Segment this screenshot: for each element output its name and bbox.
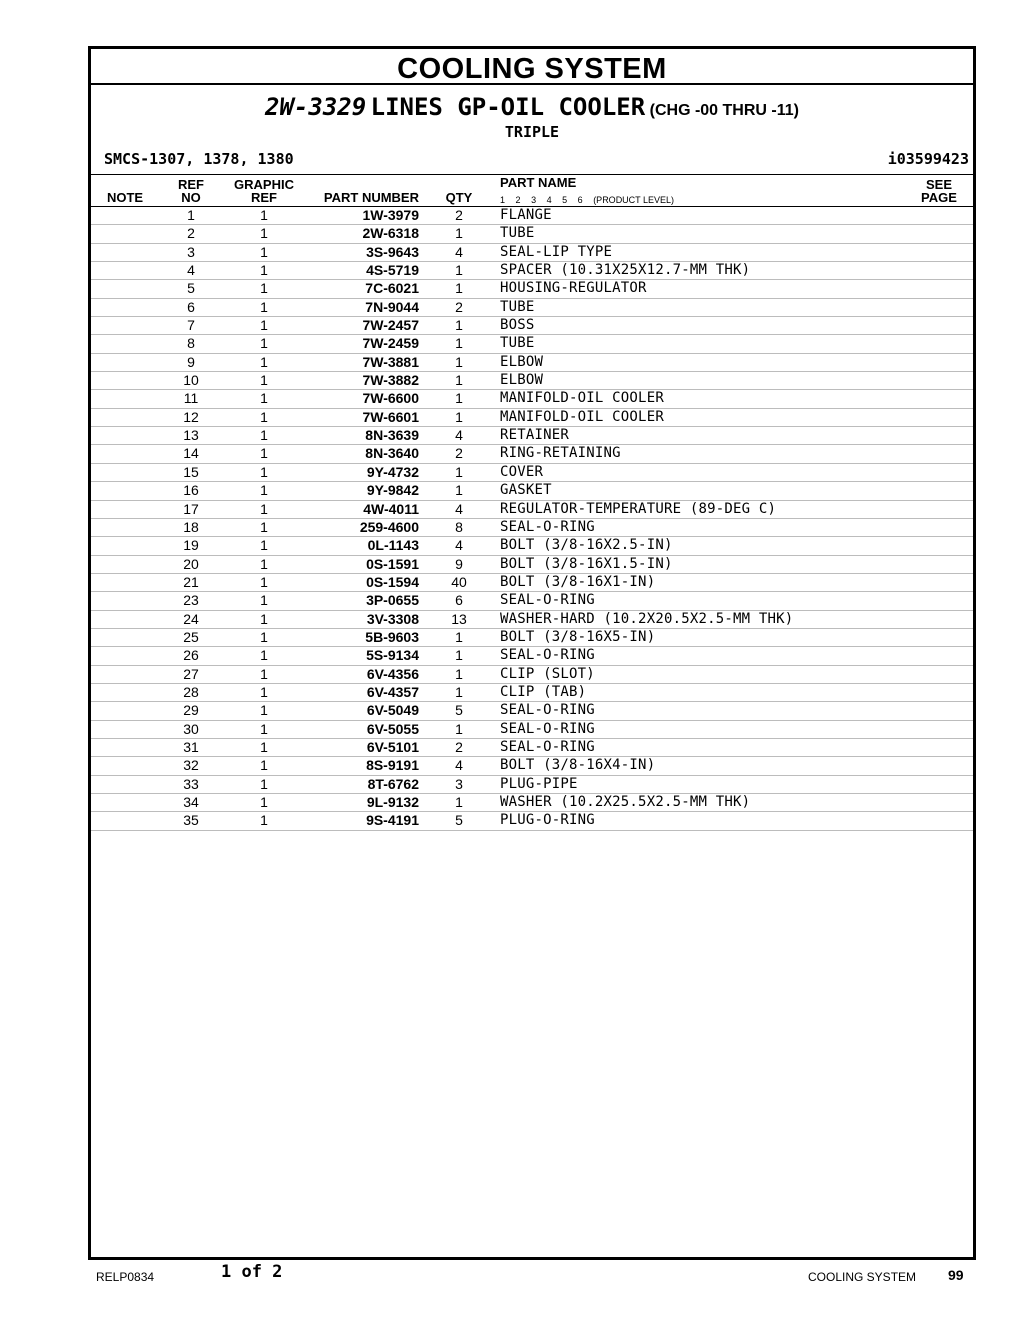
level-2: 2: [515, 195, 521, 205]
cell-qty: 1: [455, 225, 463, 242]
cell-part-number: 259-4600: [359, 518, 419, 535]
header-part-name: PART NAME: [500, 175, 577, 190]
cell-ref-no: 1: [187, 207, 195, 223]
cell-qty: 4: [455, 427, 463, 444]
cell-graphic-ref: 1: [260, 500, 268, 517]
cell-part-name: MANIFOLD-OIL COOLER: [500, 408, 664, 425]
cell-graphic-ref: 1: [260, 610, 268, 627]
header-product-levels: [500, 195, 682, 205]
cell-qty: 1: [455, 647, 463, 664]
cell-part-number: 7N-9044: [365, 298, 419, 315]
table-row: [91, 299, 973, 317]
cell-graphic-ref: 1: [260, 628, 268, 645]
cell-part-number: 5S-9134: [366, 647, 419, 664]
header-graphic-ref-line2: REF: [251, 190, 277, 205]
cell-qty: 3: [455, 775, 463, 792]
cell-part-number: 3S-9643: [366, 243, 419, 260]
cell-part-name: SEAL-O-RING: [500, 738, 595, 755]
product-level-label: (PRODUCT LEVEL): [593, 195, 675, 205]
cell-part-number: 0S-1594: [366, 573, 419, 590]
cell-ref-no: 34: [183, 794, 199, 810]
cell-ref-no: 12: [183, 408, 199, 425]
table-row: [91, 409, 973, 427]
table-row: [91, 372, 973, 390]
cell-ref-no: 2: [187, 225, 195, 242]
cell-part-number: 7C-6021: [365, 280, 419, 297]
cell-part-name: RETAINER: [500, 427, 570, 444]
cell-part-name: CLIP (SLOT): [500, 665, 595, 682]
table-row: [91, 684, 973, 702]
header-see-page-line2: PAGE: [921, 190, 957, 205]
cell-qty: 1: [455, 683, 463, 700]
cell-part-number: 6V-5049: [366, 702, 419, 719]
cell-graphic-ref: 1: [260, 665, 268, 682]
cell-qty: 13: [451, 610, 467, 627]
table-row: [91, 812, 973, 830]
cell-ref-no: 28: [183, 683, 199, 700]
cell-ref-no: 9: [187, 353, 195, 370]
cell-ref-no: 7: [187, 317, 195, 334]
cell-graphic-ref: 1: [260, 592, 268, 609]
table-row: [91, 317, 973, 335]
cell-qty: 1: [455, 408, 463, 425]
table-row: [91, 225, 973, 243]
cell-qty: 4: [455, 537, 463, 554]
cell-part-number: 8N-3639: [365, 427, 419, 444]
level-6: 6: [577, 195, 583, 205]
level-5: 5: [562, 195, 568, 205]
cell-graphic-ref: 1: [260, 702, 268, 719]
cell-ref-no: 14: [183, 445, 199, 462]
table-row: [91, 244, 973, 262]
cell-graphic-ref: 1: [260, 757, 268, 774]
cell-qty: 5: [455, 702, 463, 719]
cell-qty: 1: [455, 482, 463, 499]
group-title: [91, 93, 973, 121]
cell-part-number: 7W-2457: [362, 317, 419, 334]
cell-qty: 5: [455, 812, 463, 829]
cell-ref-no: 31: [183, 738, 199, 755]
cell-part-name: TUBE: [500, 225, 535, 242]
header-graphic-ref: [227, 178, 301, 204]
cell-part-number: 1W-3979: [362, 207, 419, 223]
table-row: [91, 427, 973, 445]
cell-graphic-ref: 1: [260, 280, 268, 297]
cell-graphic-ref: 1: [260, 720, 268, 737]
group-name: LINES GP-OIL COOLER: [370, 93, 646, 121]
table-row: [91, 501, 973, 519]
table-row: [91, 207, 973, 225]
cell-part-number: 0S-1591: [366, 555, 419, 572]
cell-part-name: ELBOW: [500, 353, 544, 370]
table-row: [91, 647, 973, 665]
cell-qty: 8: [455, 518, 463, 535]
parts-page-frame: [88, 46, 976, 1260]
cell-part-number: 7W-6600: [362, 390, 419, 407]
parts-table: [91, 207, 973, 831]
cell-part-number: 7W-6601: [362, 408, 419, 425]
cell-part-number: 6V-4356: [366, 665, 419, 682]
cell-part-number: 9Y-9842: [366, 482, 419, 499]
cell-graphic-ref: 1: [260, 683, 268, 700]
cell-qty: 4: [455, 757, 463, 774]
table-row: [91, 574, 973, 592]
header-see-page-line1: SEE: [925, 177, 952, 192]
cell-part-name: REGULATOR-TEMPERATURE (89-DEG C): [500, 500, 777, 517]
cell-qty: 4: [455, 243, 463, 260]
cell-part-name: BOLT (3/8-16X1-IN): [500, 573, 656, 590]
cell-ref-no: 11: [183, 390, 199, 407]
header-see-page: [913, 178, 965, 204]
cell-graphic-ref: 1: [260, 225, 268, 242]
cell-qty: 40: [451, 573, 467, 590]
group-sub-name: TRIPLE: [504, 123, 560, 141]
cell-part-name: GASKET: [500, 482, 552, 499]
cell-ref-no: 15: [183, 463, 199, 480]
table-row: [91, 592, 973, 610]
cell-qty: 2: [455, 738, 463, 755]
cell-graphic-ref: 1: [260, 372, 268, 389]
footer-page-of: 1 of 2: [221, 1262, 283, 1282]
cell-graphic-ref: 1: [260, 408, 268, 425]
cell-graphic-ref: 1: [260, 482, 268, 499]
cell-graphic-ref: 1: [260, 262, 268, 279]
cell-ref-no: 18: [183, 518, 199, 535]
table-row: [91, 721, 973, 739]
cell-part-number: 2W-6318: [362, 225, 419, 242]
cell-ref-no: 33: [183, 775, 199, 792]
cell-ref-no: 3: [187, 243, 195, 260]
cell-part-name: WASHER-HARD (10.2X20.5X2.5-MM THK): [500, 610, 794, 627]
cell-qty: 1: [455, 390, 463, 407]
cell-qty: 1: [455, 665, 463, 682]
cell-qty: 1: [455, 372, 463, 389]
cell-ref-no: 32: [183, 757, 199, 774]
cell-graphic-ref: 1: [260, 353, 268, 370]
table-row: [91, 666, 973, 684]
cell-part-number: 3P-0655: [366, 592, 419, 609]
cell-qty: 1: [455, 317, 463, 334]
cell-qty: 9: [455, 555, 463, 572]
cell-graphic-ref: 1: [260, 243, 268, 260]
cell-part-name: SEAL-O-RING: [500, 720, 595, 737]
cell-part-name: BOLT (3/8-16X4-IN): [500, 757, 656, 774]
cell-ref-no: 20: [183, 555, 199, 572]
cell-part-number: 6V-4357: [366, 683, 419, 700]
cell-qty: 2: [455, 298, 463, 315]
cell-part-name: WASHER (10.2X25.5X2.5-MM THK): [500, 794, 751, 810]
cell-part-number: 0L-1143: [367, 537, 419, 554]
level-1: 1: [500, 195, 506, 205]
table-row: [91, 354, 973, 372]
cell-part-name: BOLT (3/8-16X1.5-IN): [500, 555, 673, 572]
cell-ref-no: 30: [183, 720, 199, 737]
section-title: COOLING SYSTEM: [91, 49, 973, 85]
level-4: 4: [546, 195, 552, 205]
cell-ref-no: 24: [183, 610, 199, 627]
cell-part-number: 9S-4191: [366, 812, 419, 829]
table-row: [91, 280, 973, 298]
cell-part-name: SEAL-O-RING: [500, 647, 595, 664]
cell-part-name: RING-RETAINING: [500, 445, 621, 462]
table-row: [91, 629, 973, 647]
cell-part-number: 4W-4011: [363, 500, 419, 517]
cell-ref-no: 10: [183, 372, 199, 389]
cell-ref-no: 23: [183, 592, 199, 609]
table-row: [91, 482, 973, 500]
cell-part-number: 8T-6762: [367, 775, 419, 792]
cell-qty: 6: [455, 592, 463, 609]
cell-part-name: SEAL-O-RING: [500, 702, 595, 719]
cell-ref-no: 29: [183, 702, 199, 719]
table-row: [91, 519, 973, 537]
cell-part-number: 8S-9191: [366, 757, 419, 774]
cell-ref-no: 26: [183, 647, 199, 664]
cell-part-name: PLUG-O-RING: [500, 812, 595, 829]
header-qty: QTY: [445, 190, 473, 205]
table-row: [91, 739, 973, 757]
header-note: NOTE: [106, 190, 144, 205]
cell-ref-no: 21: [183, 573, 199, 590]
cell-part-name: SEAL-O-RING: [500, 592, 595, 609]
cell-graphic-ref: 1: [260, 738, 268, 755]
header-ref-no-line2: NO: [181, 190, 201, 205]
cell-part-number: 4S-5719: [366, 262, 419, 279]
cell-graphic-ref: 1: [260, 317, 268, 334]
header-part-number: PART NUMBER: [323, 190, 419, 205]
table-row: [91, 464, 973, 482]
cell-ref-no: 27: [183, 665, 199, 682]
cell-graphic-ref: 1: [260, 775, 268, 792]
cell-graphic-ref: 1: [260, 555, 268, 572]
cell-qty: 1: [455, 463, 463, 480]
cell-graphic-ref: 1: [260, 427, 268, 444]
cell-ref-no: 35: [183, 812, 199, 829]
table-row: [91, 262, 973, 280]
cell-part-number: 7W-3881: [362, 353, 419, 370]
footer-page-number: 99: [948, 1267, 964, 1283]
cell-part-number: 5B-9603: [365, 628, 419, 645]
table-row: [91, 556, 973, 574]
cell-ref-no: 6: [187, 298, 195, 315]
cell-part-number: 8N-3640: [365, 445, 419, 462]
header-ref-no: [171, 178, 211, 204]
cell-qty: 1: [455, 720, 463, 737]
cell-graphic-ref: 1: [260, 518, 268, 535]
cell-part-name: BOLT (3/8-16X2.5-IN): [500, 537, 673, 554]
cell-part-name: COVER: [500, 463, 544, 480]
cell-qty: 1: [455, 335, 463, 352]
cell-part-number: 7W-2459: [362, 335, 419, 352]
cell-graphic-ref: 1: [260, 537, 268, 554]
cell-part-name: CLIP (TAB): [500, 683, 587, 700]
cell-part-name: SPACER (10.31X25X12.7-MM THK): [500, 262, 751, 279]
cell-part-number: 6V-5055: [366, 720, 419, 737]
table-row: [91, 390, 973, 408]
cell-qty: 1: [455, 353, 463, 370]
cell-ref-no: 19: [183, 537, 199, 554]
cell-part-number: 7W-3882: [362, 372, 419, 389]
cell-part-number: 9L-9132: [366, 794, 419, 810]
cell-ref-no: 4: [187, 262, 195, 279]
cell-graphic-ref: 1: [260, 298, 268, 315]
footer-doc-id: RELP0834: [96, 1270, 155, 1284]
cell-ref-no: 5: [187, 280, 195, 297]
cell-ref-no: 25: [183, 628, 199, 645]
cell-part-name: TUBE: [500, 335, 535, 352]
cell-graphic-ref: 1: [260, 794, 268, 810]
group-number: 2W-3329: [265, 93, 367, 121]
cell-part-name: BOSS: [500, 317, 535, 334]
smcs-codes: SMCS-1307, 1378, 1380: [104, 150, 294, 168]
cell-qty: 1: [455, 280, 463, 297]
illustration-id: i03599423: [887, 150, 969, 168]
cell-graphic-ref: 1: [260, 445, 268, 462]
table-row: [91, 702, 973, 720]
cell-part-name: TUBE: [500, 298, 535, 315]
cell-graphic-ref: 1: [260, 207, 268, 223]
cell-part-name: ELBOW: [500, 372, 544, 389]
table-row: [91, 776, 973, 794]
cell-part-name: HOUSING-REGULATOR: [500, 280, 647, 297]
cell-part-name: MANIFOLD-OIL COOLER: [500, 390, 664, 407]
cell-part-name: PLUG-PIPE: [500, 775, 578, 792]
header-graphic-ref-line1: GRAPHIC: [234, 177, 294, 192]
cell-graphic-ref: 1: [260, 463, 268, 480]
table-row: [91, 537, 973, 555]
cell-part-name: BOLT (3/8-16X5-IN): [500, 628, 656, 645]
table-row: [91, 794, 973, 812]
group-change-range: (CHG -00 THRU -11): [649, 102, 799, 119]
cell-graphic-ref: 1: [260, 573, 268, 590]
cell-qty: 1: [455, 628, 463, 645]
level-3: 3: [531, 195, 537, 205]
cell-qty: 2: [455, 207, 463, 223]
table-row: [91, 445, 973, 463]
table-row: [91, 335, 973, 353]
cell-graphic-ref: 1: [260, 647, 268, 664]
cell-qty: 2: [455, 445, 463, 462]
cell-part-name: FLANGE: [500, 207, 552, 223]
table-row: [91, 757, 973, 775]
footer-section: COOLING SYSTEM: [808, 1270, 917, 1284]
cell-ref-no: 17: [183, 500, 199, 517]
cell-qty: 4: [455, 500, 463, 517]
cell-ref-no: 8: [187, 335, 195, 352]
cell-graphic-ref: 1: [260, 390, 268, 407]
cell-ref-no: 13: [183, 427, 199, 444]
table-row: [91, 611, 973, 629]
cell-qty: 1: [455, 262, 463, 279]
cell-part-number: 6V-5101: [366, 738, 419, 755]
header-ref-no-line1: REF: [178, 177, 204, 192]
cell-part-number: 9Y-4732: [366, 463, 419, 480]
cell-part-name: SEAL-LIP TYPE: [500, 243, 613, 260]
cell-part-name: SEAL-O-RING: [500, 518, 595, 535]
cell-graphic-ref: 1: [260, 335, 268, 352]
cell-qty: 1: [455, 794, 463, 810]
cell-part-number: 3V-3308: [366, 610, 419, 627]
cell-graphic-ref: 1: [260, 812, 268, 829]
cell-ref-no: 16: [183, 482, 199, 499]
